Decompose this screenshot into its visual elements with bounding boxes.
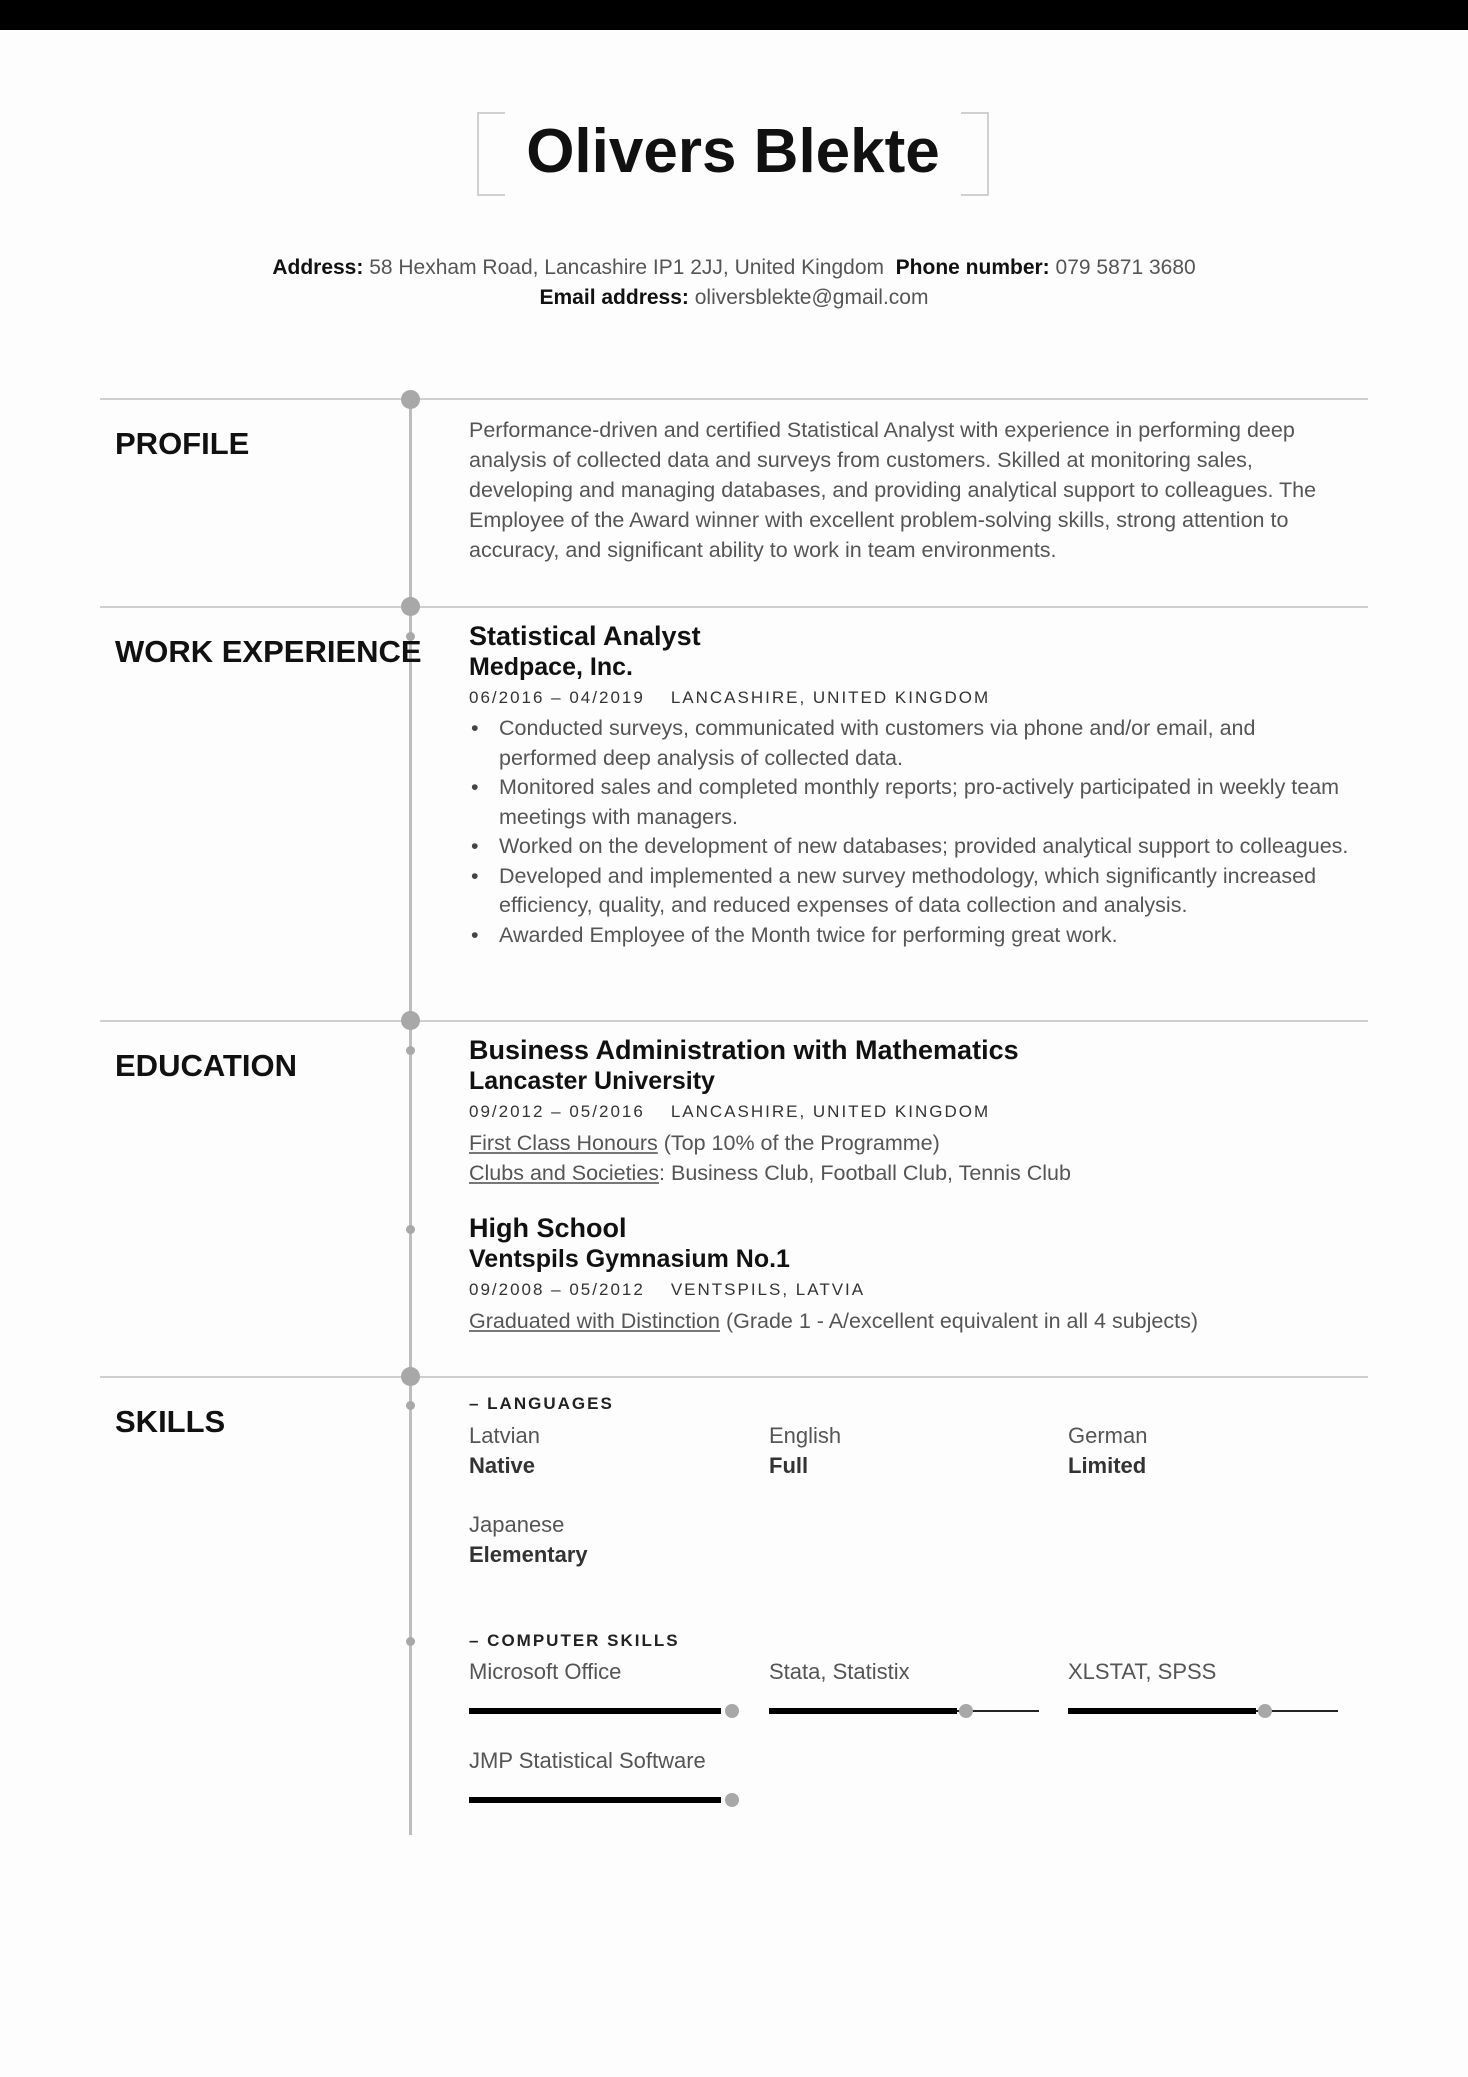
skill-level-bar	[769, 1704, 1039, 1718]
computer-skill	[469, 1746, 739, 1807]
language-item	[1068, 1421, 1348, 1481]
education-detail-label: Clubs and Societies	[469, 1161, 660, 1185]
timeline-dot-profile	[401, 390, 420, 409]
job-bullet: • Developed and implemented a new survey methodology, which significantly increased efficiency, quality, and reduced expenses of data collection and analysis.	[469, 862, 1349, 921]
skill-bar-fill	[1068, 1708, 1256, 1714]
language-name: Japanese	[469, 1512, 565, 1537]
computer-skill	[469, 1657, 739, 1718]
job-location: LANCASHIRE, UNITED KINGDOM	[670, 688, 991, 707]
job-meta	[469, 686, 1349, 710]
language-name: English	[769, 1423, 842, 1448]
computer-skills-heading: – COMPUTER SKILLS	[469, 1631, 680, 1650]
languages-heading: – LANGUAGES	[469, 1394, 614, 1413]
language-item	[469, 1510, 749, 1570]
language-level: Limited	[1068, 1453, 1147, 1478]
education-detail-label: First Class Honours	[469, 1131, 658, 1155]
job-bullet: • Worked on the development of new databases; provided analytical support to colleagues.	[469, 832, 1349, 862]
skill-bar-fill	[769, 1708, 957, 1714]
education-entry-2	[469, 1213, 1349, 1336]
job-company: Medpace, Inc.	[469, 653, 633, 681]
skill-level-bar	[1068, 1704, 1338, 1718]
computer-skill-name: Stata, Statistix	[769, 1659, 910, 1684]
address-label: Address:	[272, 256, 364, 279]
education-detail	[469, 1306, 1349, 1336]
phone-label: Phone number:	[895, 256, 1050, 279]
job-bullet: • Monitored sales and completed monthly reports; pro-actively participated in weekly team meetings with managers.	[469, 773, 1349, 832]
contact-line-2	[0, 286, 1468, 310]
degree-title: High School	[469, 1213, 627, 1243]
phone-value: 079 5871 3680	[1055, 256, 1196, 279]
email-label: Email address:	[539, 286, 689, 309]
name-frame	[477, 112, 989, 196]
job-bullet: • Conducted surveys, communicated with customers via phone and/or email, and performed deep analysis of collected data.	[469, 714, 1349, 773]
education-location: VENTSPILS, LATVIA	[670, 1280, 866, 1299]
education-dates: 09/2012 – 05/2016	[469, 1102, 645, 1121]
computer-skill-name: JMP Statistical Software	[469, 1748, 706, 1773]
education-meta	[469, 1100, 1349, 1124]
timeline-dot-edu-2	[406, 1225, 415, 1234]
timeline-dot-skills	[401, 1367, 420, 1386]
timeline-dot-languages	[406, 1401, 415, 1410]
education-detail	[469, 1158, 1349, 1188]
language-level: Elementary	[469, 1542, 588, 1567]
school-name: Ventspils Gymnasium No.1	[469, 1245, 790, 1273]
skill-bar-knob	[725, 1793, 739, 1807]
timeline-dot-work	[401, 597, 420, 616]
degree-title: Business Administration with Mathematics	[469, 1035, 1019, 1065]
work-heading: WORK EXPERIENCE	[115, 634, 422, 669]
school-name: Lancaster University	[469, 1067, 715, 1095]
language-name: German	[1068, 1423, 1148, 1448]
profile-summary: Performance-driven and certified Statistical Analyst with experience in performing deep analysis of collected data and surveys from customers. Skilled at monitoring sales, developing and managing databases, and providing analytical support to colleagues. The Employee of the Award winner with excellent problem-solving skills, strong attention to accuracy, and significant ability to work in team environments.	[469, 418, 1317, 562]
section-divider-skills	[100, 1376, 1368, 1378]
language-level: Native	[469, 1453, 536, 1478]
education-heading: EDUCATION	[115, 1048, 297, 1083]
education-location: LANCASHIRE, UNITED KINGDOM	[670, 1102, 991, 1121]
computer-skill-name: Microsoft Office	[469, 1659, 622, 1684]
email-value[interactable]: oliversblekte@gmail.com	[694, 286, 929, 309]
skills-heading: SKILLS	[115, 1404, 226, 1439]
education-detail-label: Graduated with Distinction	[469, 1309, 720, 1333]
education-detail-text: (Grade 1 - A/excellent equivalent in all 4 subjects)	[719, 1309, 1198, 1333]
skill-bar-fill	[469, 1708, 721, 1714]
profile-heading: PROFILE	[115, 426, 250, 461]
section-divider-profile	[100, 398, 1368, 400]
timeline-dot-education	[401, 1011, 420, 1030]
education-dates: 09/2008 – 05/2012	[469, 1280, 645, 1299]
job-bullet: • Awarded Employee of the Month twice for performing great work.	[469, 921, 1349, 951]
language-item	[769, 1421, 1049, 1481]
education-detail	[469, 1128, 1349, 1158]
language-name: Latvian	[469, 1423, 540, 1448]
timeline-dot-computer	[406, 1637, 415, 1646]
section-divider-work	[100, 606, 1368, 608]
computer-skill	[769, 1657, 1039, 1718]
timeline-dot-edu-1	[406, 1046, 415, 1055]
top-bar	[0, 0, 1468, 30]
education-detail-text: (Top 10% of the Programme)	[657, 1131, 940, 1155]
education-entry-1	[469, 1035, 1349, 1188]
education-meta	[469, 1278, 1349, 1302]
skill-level-bar	[469, 1704, 739, 1718]
skill-bar-knob	[959, 1704, 973, 1718]
education-detail-text: : Business Club, Football Club, Tennis Club	[659, 1161, 1071, 1185]
skill-bar-knob	[725, 1704, 739, 1718]
section-divider-education	[100, 1020, 1368, 1022]
job-entry	[469, 621, 1349, 950]
skill-level-bar	[469, 1793, 739, 1807]
skill-bar-knob	[1258, 1704, 1272, 1718]
skill-bar-fill	[469, 1797, 721, 1803]
candidate-name: Olivers Blekte	[526, 117, 940, 186]
contact-line-1	[0, 256, 1468, 280]
job-title: Statistical Analyst	[469, 621, 701, 651]
address-value: 58 Hexham Road, Lancashire IP1 2JJ, United Kingdom	[369, 256, 884, 279]
language-item	[469, 1421, 749, 1481]
computer-skill-name: XLSTAT, SPSS	[1068, 1659, 1217, 1684]
job-dates: 06/2016 – 04/2019	[469, 688, 645, 707]
computer-skill	[1068, 1657, 1338, 1718]
job-bullets	[469, 714, 1349, 950]
language-level: Full	[769, 1453, 809, 1478]
